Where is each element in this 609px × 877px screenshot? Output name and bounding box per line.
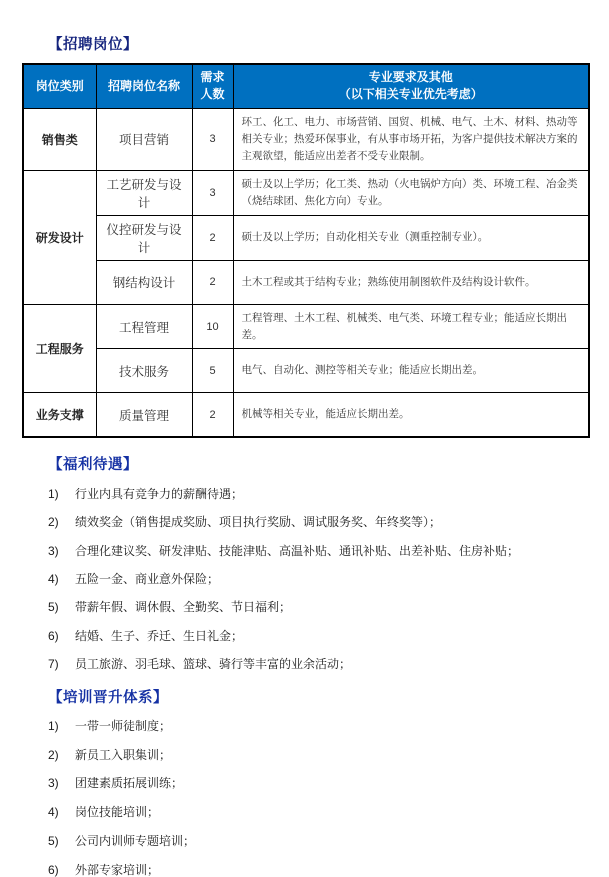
training-item	[48, 863, 588, 877]
table-row	[23, 349, 589, 393]
headcount-cell: 10	[192, 304, 233, 349]
training-item	[48, 805, 588, 819]
list-item-number: 5)	[48, 600, 59, 615]
list-item-number: 3)	[48, 543, 59, 558]
headcount-cell: 3	[192, 108, 233, 170]
col-header-count-line1: 需求	[200, 70, 225, 84]
table-row	[23, 215, 589, 260]
list-item-text: 员工旅游、羽毛球、篮球、骑行等丰富的业余活动；	[75, 657, 352, 672]
category-cell: 业务支撑	[23, 393, 96, 437]
headcount-cell: 2	[192, 215, 233, 260]
list-item-number: 7)	[48, 657, 59, 672]
col-header-category: 岗位类别	[23, 64, 96, 108]
position-name-cell: 技术服务	[96, 349, 192, 393]
benefits-list	[48, 487, 588, 672]
list-item-number: 6)	[48, 628, 59, 643]
position-name-cell: 钢结构设计	[96, 260, 192, 304]
benefit-item	[48, 657, 588, 671]
list-item-text: 一带一师徒制度；	[75, 718, 172, 733]
list-item-text: 行业内具有竞争力的薪酬待遇；	[75, 486, 244, 501]
requirements-cell: 工程管理、土木工程、机械类、电气类、环境工程专业；能适应长期出差。	[233, 304, 589, 349]
col-header-count-line2: 人数	[200, 87, 225, 102]
headcount-cell: 2	[192, 260, 233, 304]
list-item-text: 绩效奖金（销售提成奖励、项目执行奖励、调试服务奖、年终奖等）；	[75, 515, 442, 530]
category-cell: 研发设计	[23, 170, 96, 304]
col-header-req-line2: （以下相关专业优先考虑）	[338, 87, 483, 102]
list-item-number: 1)	[48, 718, 59, 733]
col-header-req-line1: 专业要求及其他	[368, 70, 453, 84]
recruit-positions-heading: 【招聘岗位】	[48, 37, 138, 53]
position-name-cell: 项目营销	[96, 108, 192, 170]
benefit-item	[48, 487, 588, 501]
table-row	[23, 260, 589, 304]
table-row	[23, 170, 589, 215]
list-item-text: 五险一金、商业意外保险；	[75, 572, 220, 587]
training-item	[48, 776, 588, 790]
list-item-number: 4)	[48, 572, 59, 587]
list-item-number: 4)	[48, 805, 59, 820]
training-item	[48, 748, 588, 762]
category-cell: 工程服务	[23, 304, 96, 393]
list-item-number: 3)	[48, 776, 59, 791]
requirements-cell: 土木工程或其于结构专业；熟练使用制图软件及结构设计软件。	[233, 260, 589, 304]
requirements-cell: 硕士及以上学历；自动化相关专业（测重控制专业）。	[233, 215, 589, 260]
list-item-text: 带薪年假、调休假、全勤奖、节日福利；	[75, 600, 292, 615]
benefit-item	[48, 572, 588, 586]
requirements-cell: 硕士及以上学历；化工类、热动（火电锅炉方向）类、环境工程、冶金类（烧结球团、焦化方向）专业。	[233, 170, 589, 215]
positions-tbody	[23, 108, 589, 437]
category-cell: 销售类	[23, 108, 96, 170]
table-row	[23, 304, 589, 349]
position-name-cell: 仪控研发与设计	[96, 215, 192, 260]
positions-table-header	[23, 64, 589, 108]
list-item-text: 外部专家培训；	[75, 863, 160, 877]
header-row	[23, 64, 589, 108]
col-header-position: 招聘岗位名称	[96, 64, 192, 108]
list-item-text: 合理化建议奖、研发津贴、技能津贴、高温补贴、通讯补贴、出差补贴、住房补贴；	[75, 543, 520, 558]
benefit-item	[48, 629, 588, 643]
list-item-number: 2)	[48, 515, 59, 530]
headcount-cell: 5	[192, 349, 233, 393]
position-name-cell: 质量管理	[96, 393, 192, 437]
training-item	[48, 719, 588, 733]
requirements-cell: 环工、化工、电力、市场营销、国贸、机械、电气、土木、材料、热动等相关专业；热爱环保事业，有从事市场开拓，为客户提供技术解决方案的主观欲望，能适应出差者不受专业限制。	[233, 108, 589, 170]
headcount-cell: 2	[192, 393, 233, 437]
list-item-number: 5)	[48, 834, 59, 849]
benefit-item	[48, 544, 588, 558]
training-item	[48, 834, 588, 848]
positions-table	[22, 63, 590, 438]
headcount-cell: 3	[192, 170, 233, 215]
position-name-cell: 工艺研发与设计	[96, 170, 192, 215]
benefit-item	[48, 515, 588, 529]
list-item-text: 新员工入职集训；	[75, 747, 172, 762]
training-heading: 【培训晋升体系】	[48, 689, 168, 706]
list-item-number: 2)	[48, 747, 59, 762]
list-item-text: 公司内训师专题培训；	[75, 834, 196, 849]
list-item-text: 结婚、生子、乔迁、生日礼金；	[75, 628, 244, 643]
benefit-item	[48, 600, 588, 614]
col-header-count	[192, 64, 233, 108]
table-row	[23, 108, 589, 170]
list-item-text: 团建素质拓展训练；	[75, 776, 184, 791]
col-header-requirements	[233, 64, 589, 108]
list-item-number: 6)	[48, 863, 59, 877]
list-item-text: 岗位技能培训；	[75, 805, 160, 820]
table-row	[23, 393, 589, 437]
list-item-number: 1)	[48, 486, 59, 501]
training-list	[48, 719, 588, 877]
position-name-cell: 工程管理	[96, 304, 192, 349]
requirements-cell: 电气、自动化、测控等相关专业；能适应长期出差。	[233, 349, 589, 393]
benefits-heading: 【福利待遇】	[48, 456, 138, 473]
requirements-cell: 机械等相关专业，能适应长期出差。	[233, 393, 589, 437]
